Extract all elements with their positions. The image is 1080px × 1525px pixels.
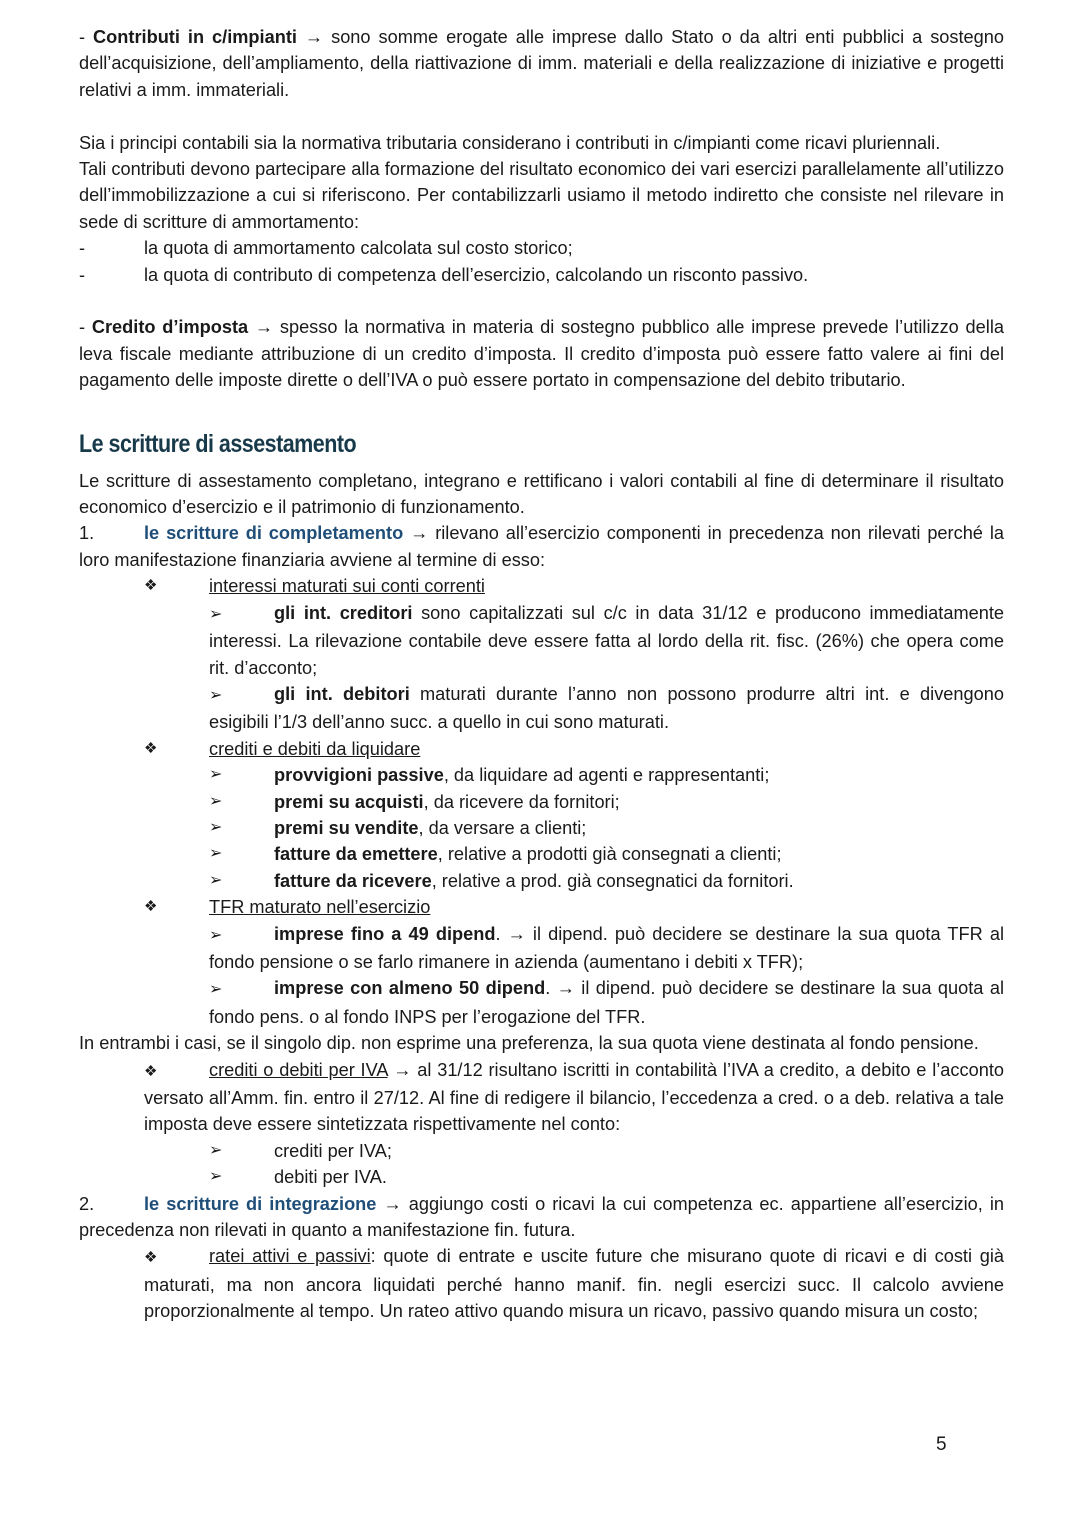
arrow-bullet-icon: ➢ <box>209 926 223 944</box>
item-term: gli int. creditori <box>274 602 413 623</box>
arrow-bullet-icon: ➢ <box>209 1168 223 1186</box>
spacer <box>79 103 1004 129</box>
item-text: , da ricevere da fornitori; <box>423 791 620 812</box>
item-term: premi su vendite <box>274 817 419 838</box>
arrow-icon: → <box>403 523 436 544</box>
diamond-bullet-icon: ❖ <box>144 577 158 595</box>
principi-paragraph: Sia i principi contabili sia la normativa tributaria considerano i contributi in c/impianti come ricavi pluriennali. <box>79 132 941 153</box>
subsection-crediti-debiti <box>79 736 1004 762</box>
list-item <box>79 762 1004 788</box>
item-text: , da liquidare ad agenti e rappresentanti; <box>443 765 770 786</box>
arrow-bullet-icon: ➢ <box>209 766 223 784</box>
item-term: fatture da emettere <box>274 844 438 865</box>
arrow-bullet-icon: ➢ <box>209 605 223 623</box>
list-item <box>79 262 1004 288</box>
arrow-bullet-icon: ➢ <box>209 792 223 810</box>
dash-prefix: - <box>79 27 94 47</box>
list-item <box>79 1138 1004 1164</box>
term-credito: Credito d’imposta <box>91 317 249 338</box>
section-heading: Le scritture di assestamento <box>79 429 357 458</box>
tfr-note: In entrambi i casi, se il singolo dip. non esprime una preferenza, la sua quota viene destinata al fondo pensione. <box>79 1033 979 1054</box>
credito-text: spesso la normativa in materia di sostegno pubblico alle imprese prevede l’utilizzo della leva fiscale mediante attribuzione di un credito d’imposta. Il credito d’imposta può essere fatto valere ai fini del pagamento delle imposte dirette o dell’IVA o può essere portato in compensazione del debito tributario. <box>79 317 1004 391</box>
integrazione-text: aggiungo costi o ricavi la cui competenza ec. appartiene all’esercizio, in precedenza non rilevati in quanto a manifestazione fin. futura. <box>79 1193 1005 1241</box>
subsection-label: interessi maturati sui conti correnti <box>209 576 485 597</box>
subsection-label: crediti o debiti per IVA <box>209 1059 388 1080</box>
list-item <box>79 1164 1004 1190</box>
contributi-paragraph <box>79 24 1004 103</box>
item-term: premi su acquisti <box>274 791 424 812</box>
item-text: , da versare a clienti; <box>418 817 587 838</box>
item-text: . → il dipend. può decidere se destinare la sua quota al fondo pens. o al fondo INPS per l’erogazione del TFR. <box>209 978 1004 1027</box>
diamond-bullet-icon: ❖ <box>144 898 158 916</box>
number-marker: 2. <box>79 1193 95 1214</box>
diamond-bullet-icon: ❖ <box>144 739 158 757</box>
item-text: . → il dipend. può decidere se destinare la sua quota TFR al fondo pensione o se farlo rimanere in azienda (aumentano i debiti x TFR); <box>209 923 1004 972</box>
item-text: sono capitalizzati sul c/c in data 31/12 e producono immediatamente interessi. La rilevazione contabile deve essere fatta al lordo della rit. fisc. (26%) che opera come rit. d’acconto; <box>209 602 1004 678</box>
list-item <box>79 789 1004 815</box>
ratei-text: : quote di entrate e uscite future che misurano quote di ricavi e di costi già maturati, ma non ancora liquidati perché hanno manif. fin. negli esercizi succ. Il calcolo avviene proporzionalmente al tempo. Un rateo attivo quando misura un ricavo, passivo quando misura un costo; <box>144 1246 1004 1322</box>
item-term: imprese con almeno 50 dipend <box>274 978 546 999</box>
item-text: , relative a prodotti già consegnati a clienti; <box>437 844 782 865</box>
arrow-bullet-icon: ➢ <box>209 981 223 999</box>
spacer <box>79 288 1004 314</box>
arrow-icon: → <box>248 317 280 338</box>
subsection-label: TFR maturato nell’esercizio <box>209 897 431 918</box>
arrow-bullet-icon: ➢ <box>209 845 223 863</box>
arrow-bullet-icon: ➢ <box>209 871 223 889</box>
subsection-label: crediti e debiti da liquidare <box>209 738 421 759</box>
term-completamento: le scritture di completamento <box>144 523 404 544</box>
dash-icon: - <box>79 264 86 285</box>
list-item <box>79 815 1004 841</box>
arrow-icon: → <box>296 27 332 47</box>
list-item <box>79 235 1004 261</box>
subsection-ratei <box>79 1243 1004 1324</box>
numbered-item-integrazione <box>79 1191 1004 1244</box>
numbered-item-completamento <box>79 520 1004 573</box>
credito-paragraph <box>79 314 1004 393</box>
arrow-icon: → <box>376 1193 409 1214</box>
term-contributi: Contributi in c/impianti <box>93 27 297 47</box>
item-term: gli int. debitori <box>274 683 410 704</box>
document-page <box>79 24 1004 1325</box>
diamond-bullet-icon: ❖ <box>144 1249 158 1267</box>
contributi-text: sono somme erogate alle imprese dallo Stato o da altri enti pubblici a sostegno dell’acquisizione, dell’ampliamento, della riattivazione di imm. materiali e della realizzazione di iniziative e progetti relativi a imm. immateriali. <box>79 27 1005 100</box>
list-item <box>79 921 1004 976</box>
page-number: 5 <box>936 1434 947 1455</box>
list-item-text: la quota di contributo di competenza dell’esercizio, calcolando un risconto passivo. <box>144 264 809 285</box>
tali-paragraph: Tali contributi devono partecipare alla formazione del risultato economico dei vari esercizi parallelamente all’utilizzo dell’immobilizzazione a cui si riferiscono. Per contabilizzarli usiamo il metodo indiretto che consiste nel rilevare in sede di scritture di ammortamento: <box>79 159 1004 232</box>
dash-icon: - <box>79 238 86 259</box>
list-item-text: la quota di ammortamento calcolata sul costo storico; <box>144 238 573 259</box>
arrow-bullet-icon: ➢ <box>209 686 223 704</box>
subsection-iva <box>79 1057 1004 1138</box>
item-term: fatture da ricevere <box>274 870 432 891</box>
arrow-bullet-icon: ➢ <box>209 818 223 836</box>
item-text: crediti per IVA; <box>274 1140 392 1161</box>
subsection-interessi <box>79 573 1004 599</box>
list-item <box>79 681 1004 736</box>
section-intro-paragraph: Le scritture di assestamento completano, integrano e rettificano i valori contabili al fine di determinare il risultato economico d’esercizio e il patrimonio di funzionamento. <box>79 470 1004 518</box>
list-item <box>79 868 1004 894</box>
diamond-bullet-icon: ❖ <box>144 1062 158 1080</box>
item-term: imprese fino a 49 dipend <box>274 923 496 944</box>
item-text: maturati durante l’anno non possono produrre altri int. e divengono esigibili l’1/3 dell’anno succ. a quello in cui sono maturati. <box>209 683 1004 733</box>
term-integrazione: le scritture di integrazione <box>144 1193 377 1214</box>
item-text: , relative a prod. già consegnatici da fornitori. <box>431 870 794 891</box>
list-item <box>79 600 1004 681</box>
dash-prefix: - <box>79 317 92 338</box>
arrow-bullet-icon: ➢ <box>209 1141 223 1159</box>
list-item <box>79 975 1004 1030</box>
subsection-tfr <box>79 894 1004 920</box>
subsection-label: ratei attivi e passivi <box>209 1246 371 1267</box>
spacer <box>79 394 1004 428</box>
iva-text: → al 31/12 risultano iscritti in contabilità l’IVA a credito, a debito e l’acconto versato all’Amm. fin. entro il 27/12. Al fine di redigere il bilancio, l’eccedenza a cred. o a deb. relativa a tale imposta deve essere sintetizzata rispettivamente nel conto: <box>144 1059 1004 1135</box>
item-term: provvigioni passive <box>274 765 444 786</box>
list-item <box>79 841 1004 867</box>
item-text: debiti per IVA. <box>274 1167 387 1188</box>
number-marker: 1. <box>79 523 95 544</box>
completamento-text: rilevano all’esercizio componenti in precedenza non rilevati perché la loro manifestazione finanziaria avviene al termine di esso: <box>79 523 1004 570</box>
